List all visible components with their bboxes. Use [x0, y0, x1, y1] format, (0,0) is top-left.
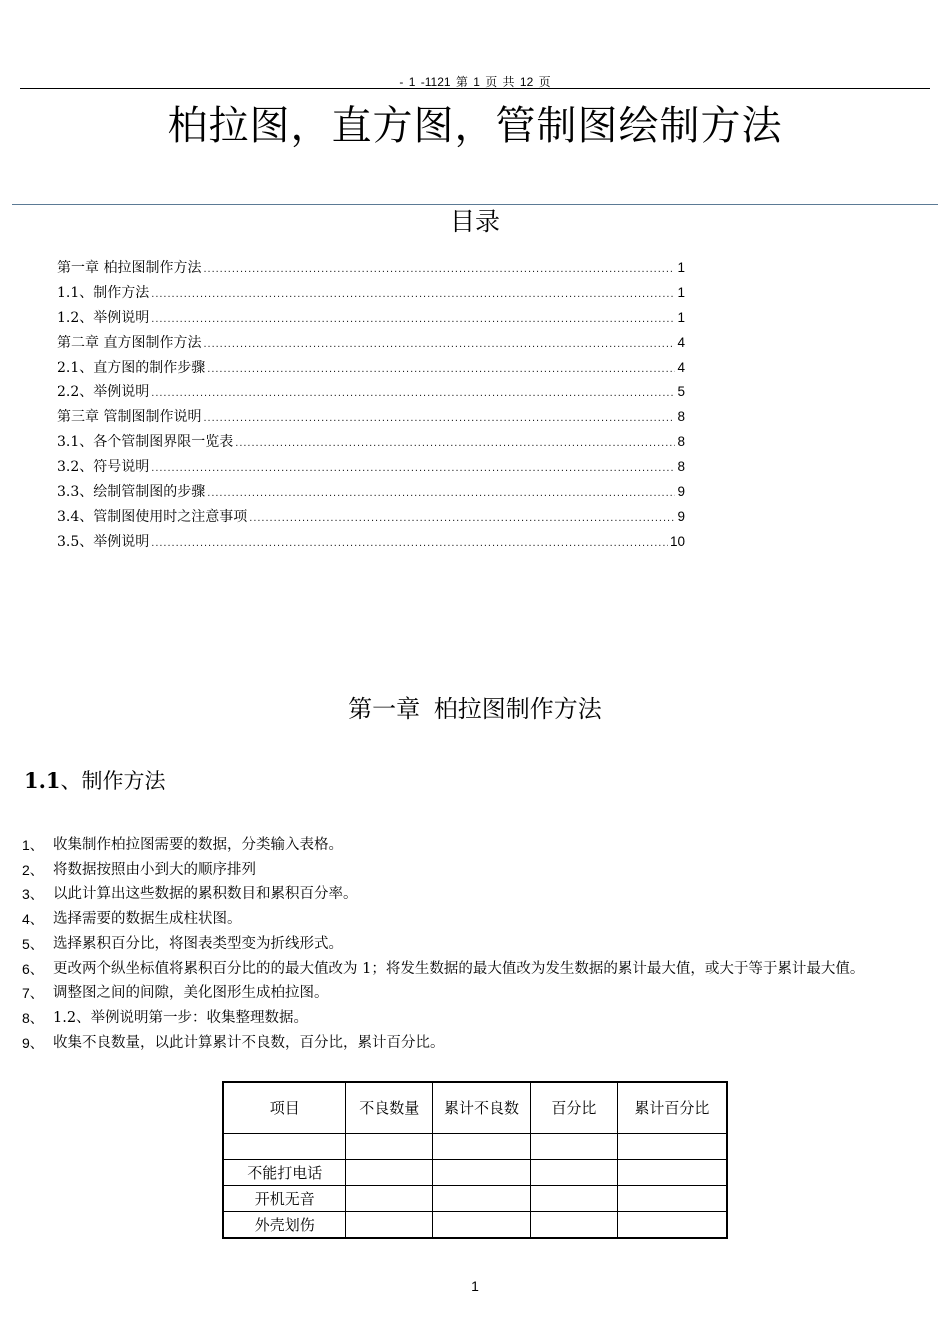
- toc-leader-dots: [203, 257, 675, 282]
- toc-entry[interactable]: [57, 405, 685, 430]
- list-item: [22, 907, 932, 932]
- list-item-text: 选择累积百分比，将图表类型变为折线形式。: [53, 935, 343, 952]
- list-item-text: 以此计算出这些数据的累积数目和累积百分率。: [53, 886, 358, 903]
- list-item: [22, 882, 932, 907]
- toc-entry[interactable]: [57, 256, 685, 281]
- table-cell: [433, 1160, 531, 1186]
- table-cell: [617, 1160, 727, 1186]
- table-cell: 开机无音: [223, 1186, 346, 1212]
- table-cell: [346, 1160, 433, 1186]
- table-cell: [433, 1186, 531, 1212]
- list-item: [22, 858, 932, 883]
- toc-leader-dots: [203, 332, 675, 357]
- toc-entry[interactable]: [57, 530, 685, 555]
- toc-entry[interactable]: [57, 505, 685, 530]
- list-item: [22, 932, 932, 957]
- toc-leader-dots: [151, 531, 668, 556]
- table-row: [223, 1212, 727, 1239]
- section-title-text: 、制作方法: [60, 769, 166, 793]
- list-item-number: 2、: [22, 861, 44, 878]
- toc-entry-label: 第二章 直方图制作方法: [57, 334, 202, 351]
- table-header-cell: 累计百分比: [617, 1082, 727, 1134]
- table-cell: [531, 1212, 618, 1239]
- defect-data-table: [222, 1081, 728, 1239]
- toc-entry[interactable]: [57, 430, 685, 455]
- table-of-contents: [57, 256, 685, 555]
- table-header-cell: 项目: [223, 1082, 346, 1134]
- chapter-title: 第一章 柏拉图制作方法: [348, 695, 602, 723]
- toc-entry-page: 9: [677, 508, 685, 524]
- toc-leader-dots: [207, 357, 675, 382]
- list-item-text: 将数据按照由小到大的顺序排列: [53, 861, 256, 878]
- table-header-cell: 累计不良数: [433, 1082, 531, 1134]
- section-number: 1.1: [24, 768, 61, 793]
- table-row: [223, 1134, 727, 1160]
- table-cell: [433, 1212, 531, 1239]
- toc-leader-dots: [151, 456, 675, 481]
- toc-entry-page: 8: [677, 409, 685, 425]
- toc-entry[interactable]: [57, 455, 685, 480]
- toc-entry-label: 3.2、符号说明: [57, 459, 150, 476]
- list-item-number: 1、: [22, 837, 44, 853]
- table-header-row: [223, 1082, 727, 1134]
- toc-entry-page: 10: [669, 533, 685, 549]
- toc-leader-dots: [151, 307, 675, 332]
- toc-entry[interactable]: [57, 281, 685, 306]
- list-item: [22, 833, 932, 858]
- toc-entry-page: 8: [677, 459, 685, 475]
- list-item-number: 4、: [22, 911, 44, 928]
- list-item-number: 6、: [22, 960, 44, 977]
- list-item-number: 9、: [22, 1034, 44, 1051]
- toc-entry-label: 3.1、各个管制图界限一览表: [57, 434, 234, 451]
- list-item-number: 5、: [22, 935, 44, 952]
- list-item-text: 收集制作柏拉图需要的数据，分类输入表格。: [53, 837, 343, 853]
- table-row: [223, 1160, 727, 1186]
- table-cell: [617, 1186, 727, 1212]
- table-cell: [223, 1134, 346, 1160]
- toc-entry-label: 2.1、直方图的制作步骤: [57, 359, 206, 376]
- list-item: [22, 1006, 932, 1031]
- table-cell: [531, 1134, 618, 1160]
- page-header: - 1 -1121 第 1 页 共 12 页: [399, 75, 551, 89]
- table-header-cell: 百分比: [531, 1082, 618, 1134]
- toc-leader-dots: [151, 381, 675, 406]
- table-header-cell: 不良数量: [346, 1082, 433, 1134]
- toc-entry-page: 5: [677, 384, 685, 400]
- toc-entry[interactable]: [57, 480, 685, 505]
- list-item-text: 选择需要的数据生成柱状图。: [53, 911, 242, 928]
- table-cell: [346, 1186, 433, 1212]
- table-cell: [531, 1160, 618, 1186]
- table-cell: [433, 1134, 531, 1160]
- toc-entry[interactable]: [57, 306, 685, 331]
- toc-leader-dots: [151, 282, 675, 307]
- toc-entry[interactable]: [57, 331, 685, 356]
- toc-entry-label: 3.5、举例说明: [57, 533, 150, 550]
- table-cell: [531, 1186, 618, 1212]
- list-item-text: 收集不良数量，以此计算累计不良数，百分比，累计百分比。: [53, 1034, 445, 1051]
- list-item: [22, 1031, 932, 1056]
- table-cell: [617, 1212, 727, 1239]
- list-item: [22, 981, 932, 1006]
- toc-entry-label: 2.2、举例说明: [57, 384, 150, 401]
- toc-entry-label: 3.4、管制图使用时之注意事项: [57, 508, 248, 525]
- toc-entry[interactable]: [57, 356, 685, 381]
- toc-entry-page: 4: [677, 359, 685, 375]
- table-cell: [346, 1212, 433, 1239]
- table-cell: 不能打电话: [223, 1160, 346, 1186]
- table-row: [223, 1186, 727, 1212]
- toc-title: 目录: [449, 207, 500, 236]
- table-cell: [346, 1134, 433, 1160]
- toc-entry-page: 1: [677, 309, 685, 325]
- toc-entry-label: 第三章 管制图制作说明: [57, 409, 202, 426]
- toc-entry-label: 3.3、绘制管制图的步骤: [57, 484, 206, 501]
- list-item-text: 调整图之间的间隙，美化图形生成柏拉图。: [53, 985, 329, 1002]
- table-cell: 外壳划伤: [223, 1212, 346, 1239]
- toc-entry-page: 9: [677, 484, 685, 500]
- toc-entry-label: 1.2、举例说明: [57, 309, 150, 326]
- document-title: 柏拉图，直方图，管制图绘制方法: [167, 103, 783, 149]
- toc-leader-dots: [203, 406, 675, 431]
- header-rule: [20, 88, 930, 89]
- list-item-number: 7、: [22, 985, 44, 1002]
- steps-list: [22, 833, 932, 1055]
- list-item-text: 更改两个纵坐标值将累积百分比的的最大值改为 1；将发生数据的最大值改为发生数据的累计最大值，或大于等于累计最大值。: [53, 960, 865, 977]
- toc-entry-label: 第一章 柏拉图制作方法: [57, 260, 202, 276]
- toc-entry-page: 1: [677, 260, 685, 275]
- toc-leader-dots: [207, 481, 675, 506]
- toc-entry[interactable]: [57, 380, 685, 405]
- list-item: [22, 957, 932, 982]
- toc-entry-label: 1.1、制作方法: [57, 284, 150, 301]
- list-item-number: 8、: [22, 1009, 44, 1026]
- toc-entry-page: 1: [677, 284, 685, 300]
- table-cell: [617, 1134, 727, 1160]
- toc-leader-dots: [235, 431, 675, 456]
- toc-leader-dots: [249, 506, 675, 531]
- toc-entry-page: 8: [677, 434, 685, 450]
- section-heading: [24, 765, 166, 797]
- page-number: 1: [471, 1278, 479, 1294]
- list-item-text: 1.2、举例说明第一步：收集整理数据。: [53, 1009, 309, 1026]
- toc-entry-page: 4: [677, 334, 685, 350]
- list-item-number: 3、: [22, 886, 44, 903]
